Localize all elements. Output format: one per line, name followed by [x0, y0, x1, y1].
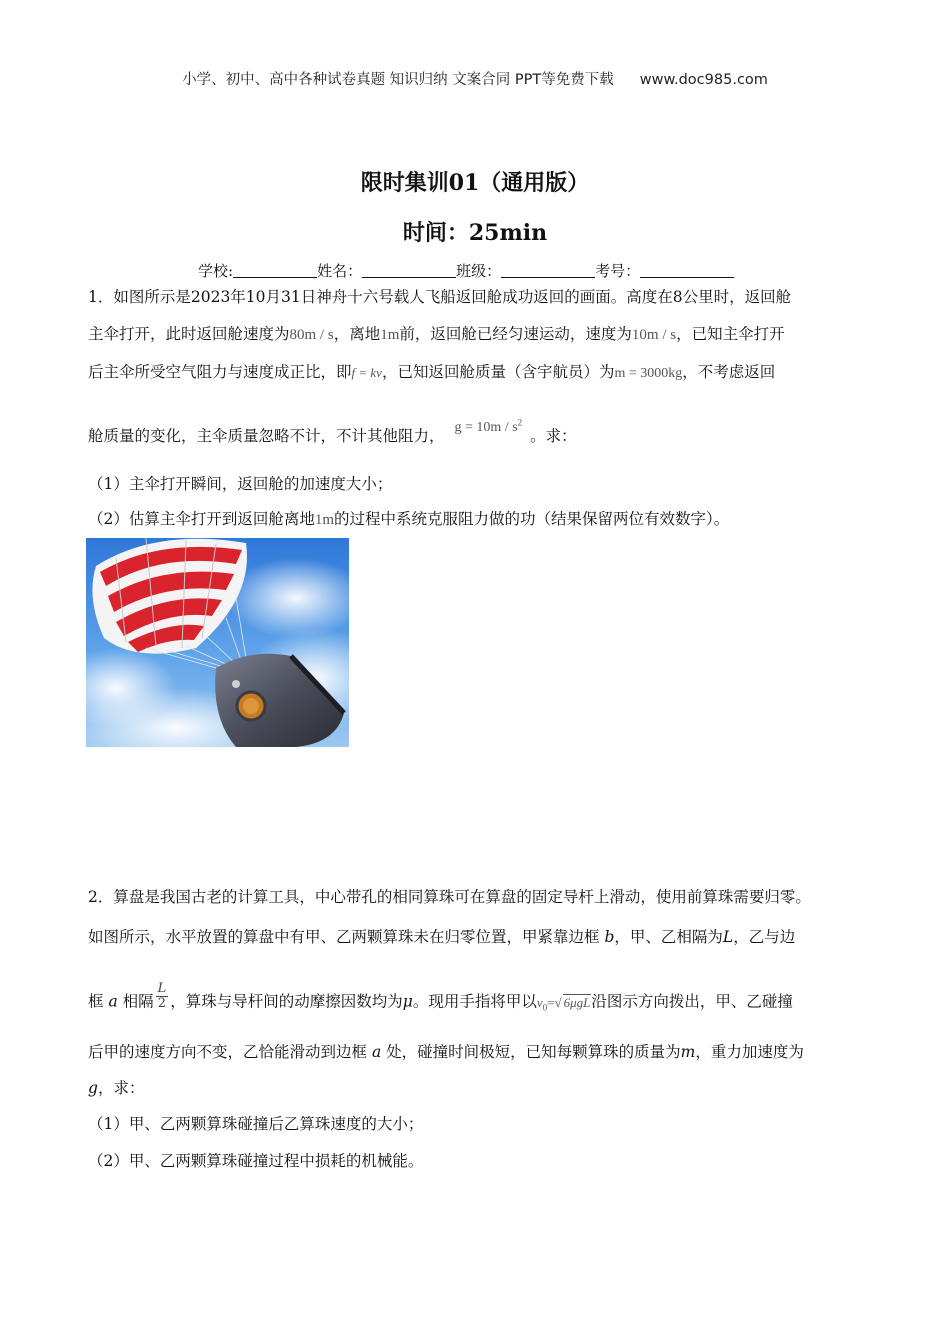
q1-sub-1: （1）主伞打开瞬间，返回舱的加速度大小；: [88, 475, 393, 493]
capsule-light: [232, 680, 240, 688]
q2-fraction: [156, 982, 169, 1011]
q2-formula-v0-sub: 0: [542, 1002, 548, 1013]
q1-sub-2: [88, 507, 878, 529]
q1-sub-2b: 的过程中系统克服阻力做的功（结果保留两位有效数字）。: [334, 510, 730, 528]
class-blank[interactable]: [501, 263, 595, 278]
q2-var-b: b: [604, 928, 615, 946]
q2-text-2c: ，甲、乙相隔为: [614, 928, 723, 946]
q1-formula-g-base: g = 10m / s: [454, 420, 518, 435]
q1-line-3: [88, 360, 878, 382]
q2-var-a: a: [108, 992, 118, 1011]
q1-text-2d: ，已知主伞打开: [676, 325, 785, 343]
q2-formula-v0-base: v: [536, 994, 543, 1010]
q1-text-3c: ，不考虑返回: [682, 363, 776, 381]
school-blank[interactable]: [233, 263, 317, 278]
q2-text-3e: 沿图示方向拨出，甲、乙碰撞: [591, 992, 793, 1011]
header-url[interactable]: www.doc985.com: [639, 72, 768, 88]
q1-text-2c: 前，返回舱已经匀速运动，速度为: [399, 325, 632, 343]
q1-text-1: 1．如图所示是2023年10月31日神舟十六号载人飞船返回舱成功返回的画面。高度在8公里时，返回舱: [88, 288, 792, 306]
exam-no-blank[interactable]: [640, 263, 734, 278]
q2-text-2e: ，乙与边: [733, 928, 796, 946]
q2-text-3b: 相隔: [117, 992, 154, 1011]
q2-text-3d: 。现用手指将甲以: [412, 992, 537, 1011]
q1-sub-2-formula: 1m: [314, 512, 335, 528]
q2-fraction-num: L: [157, 981, 167, 996]
q2-sub-2: （2）甲、乙两颗算珠碰撞过程中损耗的机械能。: [88, 1152, 424, 1170]
q2-text-2a: 如图所示，水平放置的算盘中有甲、乙两颗算珠未在归零位置，甲紧靠边框: [88, 928, 605, 946]
q1-sub-2a: （2）估算主伞打开到返回舱离地: [88, 510, 315, 528]
q2-formula-sqrt: 6μgL: [563, 994, 591, 1010]
q1-text-2b: ，离地: [333, 325, 381, 343]
q2-line-4: [88, 1040, 878, 1062]
q2-var-g: g: [88, 1079, 98, 1097]
q1-formula-g: [454, 417, 523, 435]
class-label: 班级：: [456, 262, 502, 280]
q1-text-3a: 后主伞所受空气阻力与速度成正比，即: [88, 363, 352, 381]
q1-formula-v1: 10m / s: [631, 327, 677, 343]
q1-text-3b: ，已知返回舱质量（含宇航员）为: [381, 363, 615, 381]
q2-line-3: [88, 981, 878, 1017]
q2-text-5: ，求：: [97, 1079, 145, 1097]
q2-line-2: [88, 925, 878, 947]
time-subtitle: 时间：25min: [402, 220, 548, 246]
q1-line-1: [88, 285, 878, 307]
q2-fraction-den: 2: [157, 996, 167, 1011]
q1-line-4: [88, 417, 878, 446]
q2-line-5: [88, 1076, 878, 1098]
q2-var-m: m: [680, 1043, 696, 1061]
q2-text-3a: 框: [88, 992, 109, 1011]
q1-formula-1m: 1m: [380, 327, 400, 343]
exam-no-label: 考号：: [595, 262, 641, 280]
q2-text-4c: ，重力加速度为: [695, 1043, 804, 1061]
name-label: 姓名：: [317, 262, 363, 280]
page-title: 限时集训01（通用版）: [360, 170, 590, 196]
name-blank[interactable]: [362, 263, 456, 278]
q1-text-4b: 。求：: [530, 427, 577, 445]
q2-var-mu: μ: [402, 992, 413, 1011]
q2-text-4a: 后甲的速度方向不变，乙恰能滑动到边框: [88, 1043, 372, 1061]
q2-text-3c: ，算珠与导杆间的动摩擦因数均为: [170, 992, 403, 1011]
q1-text-4a: 舱质量的变化，主伞质量忽略不计，不计其他阻力，: [88, 427, 445, 445]
q2-var-L: L: [722, 928, 734, 946]
q2-line-1: 2．算盘是我国古老的计算工具，中心带孔的相同算珠可在算盘的固定导杆上滑动，使用前算珠需要归零。: [88, 888, 811, 906]
q2-text-4b: 处，碰撞时间极短，已知每颗算珠的质量为: [381, 1043, 681, 1061]
q2-var-a2: a: [371, 1043, 382, 1061]
q2-sub-1: （1）甲、乙两颗算珠碰撞后乙算珠速度的大小；: [88, 1115, 424, 1133]
q1-formula-m: m = 3000kg: [614, 366, 683, 381]
q1-formula-f: f = kv: [351, 365, 382, 380]
q2-formula-v0: $v_0=√$ 6μgL: [536, 994, 591, 1013]
school-label: 学校:: [198, 262, 234, 280]
header-text: 小学、初中、高中各种试卷真题 知识归纳 文案合同 PPT等免费下载: [182, 72, 614, 88]
q2-formula-eq: =: [547, 994, 555, 1010]
q1-formula-g-sup: 2: [517, 417, 523, 428]
student-info-line: [198, 260, 734, 281]
q1-formula-v0: 80m / s: [289, 327, 334, 343]
capsule-parachute-photo: [86, 538, 349, 747]
q1-line-2: [88, 322, 878, 344]
q1-text-2a: 主伞打开，此时返回舱速度为: [88, 325, 290, 343]
page-header: [0, 68, 950, 89]
